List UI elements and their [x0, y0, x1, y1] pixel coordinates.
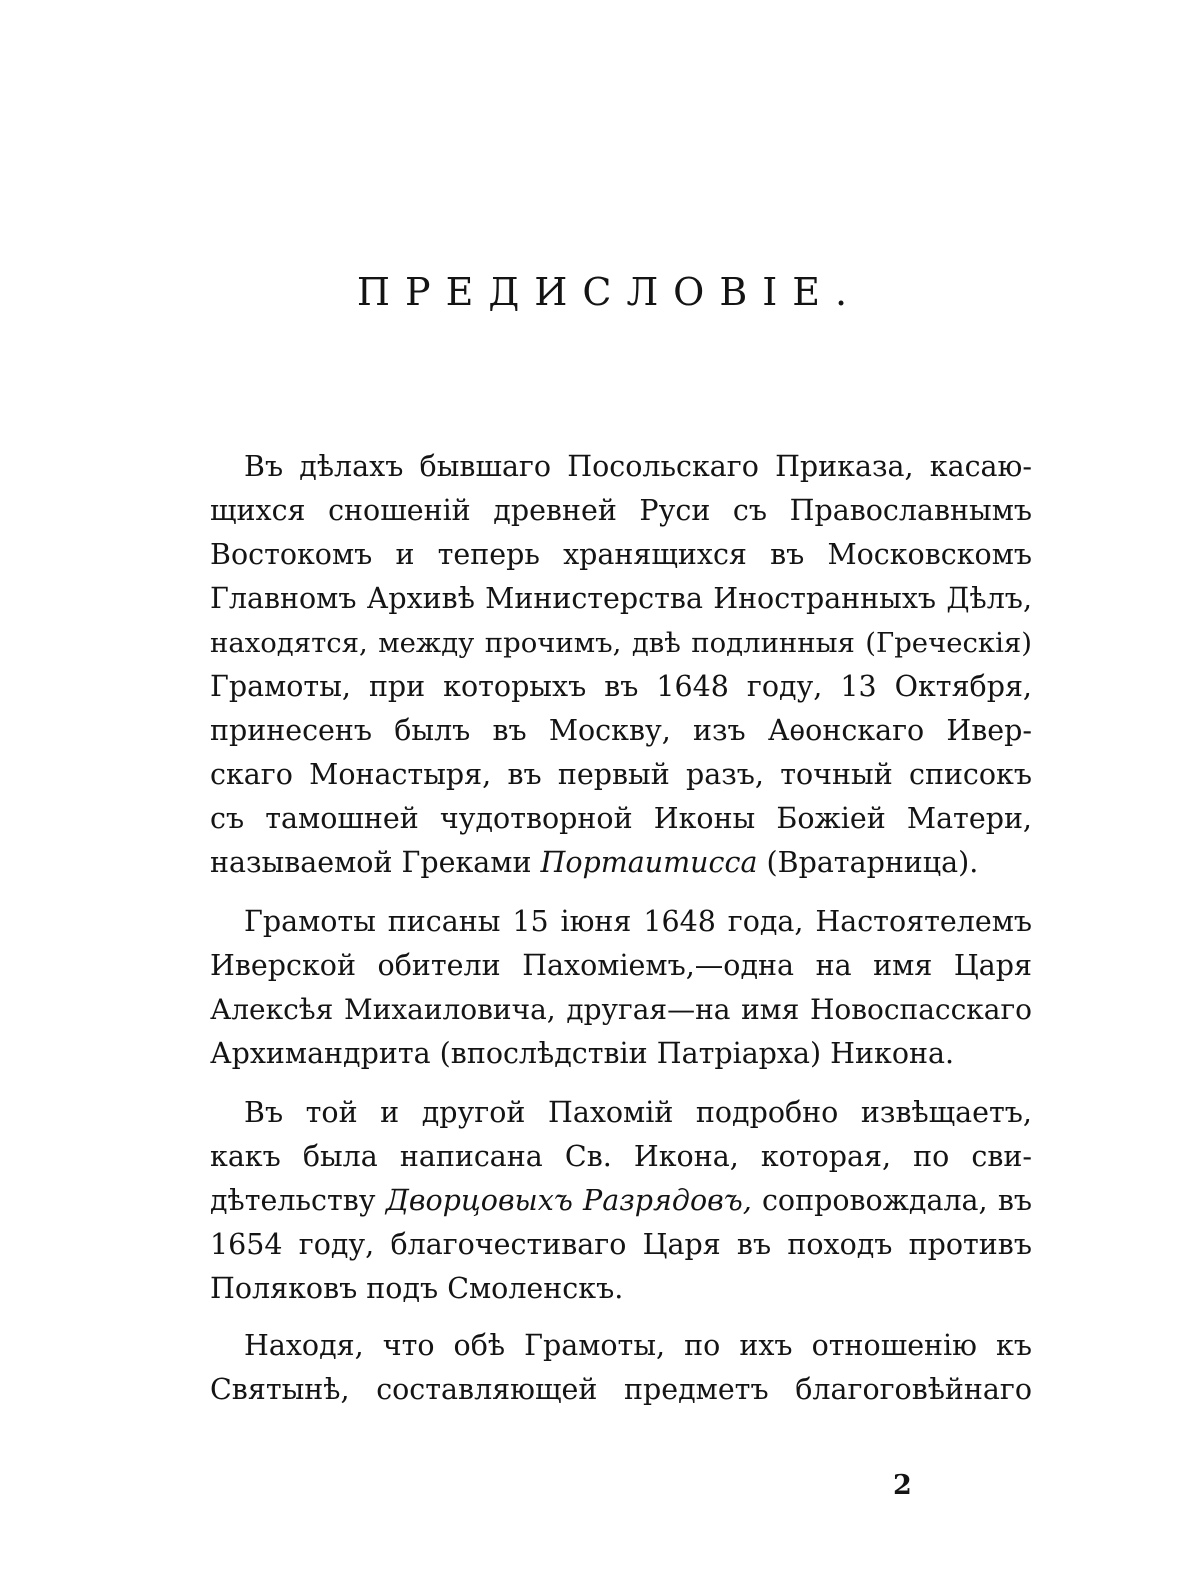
text-line: Иверской обители Пахоміемъ,—одна на имя Царя — [210, 949, 1032, 982]
text-line: Въ той и другой Пахомій подробно извѣщаетъ, — [244, 1096, 1032, 1129]
text-line: находятся, между прочимъ, двѣ подлинныя (Греческія) — [210, 627, 1032, 659]
text-line: Востокомъ и теперь хранящихся въ Московскомъ — [210, 538, 1032, 571]
text-line: Находя, что обѣ Грамоты, по ихъ отношенію къ — [244, 1329, 1032, 1362]
text-line: принесенъ былъ въ Москву, изъ Аѳонскаго Ивер- — [210, 714, 1032, 747]
text-line: Святынѣ, составляющей предметъ благоговѣйнаго — [210, 1373, 1032, 1406]
text-line: Грамоты, при которыхъ въ 1648 году, 13 Октября, — [210, 670, 1032, 703]
text-line: Архимандрита (впослѣдствіи Патріарха) Никона. — [210, 1037, 955, 1070]
text-line — [210, 841, 1032, 885]
text-span: называемой Греками — [210, 846, 541, 879]
text-line: скаго Монастыря, въ первый разъ, точный списокъ — [210, 758, 1032, 791]
page-number: 2 — [893, 1470, 912, 1501]
italic-term: Портаитисса — [540, 846, 758, 879]
text-line: 1654 году, благочестиваго Царя въ походъ противъ — [210, 1228, 1032, 1261]
text-line: Поляковъ подъ Смоленскъ. — [210, 1272, 624, 1305]
text-line: какъ была написана Св. Икона, которая, по сви- — [210, 1140, 1032, 1173]
text-line: Въ дѣлахъ бывшаго Посольскаго Приказа, касаю- — [244, 450, 1032, 483]
text-span: (Вратарница). — [757, 846, 979, 879]
text-line — [210, 1179, 1032, 1223]
text-line: Алексѣя Михаиловича, другая—на имя Новоспасскаго — [210, 993, 1032, 1026]
text-span: дѣтельству — [210, 1184, 386, 1217]
italic-term: Дворцовыхъ Разрядовъ, — [385, 1184, 752, 1217]
text-line: Главномъ Архивѣ Министерства Иностранныхъ Дѣлъ, — [210, 582, 1032, 615]
text-line: съ тамошней чудотворной Иконы Божіей Матери, — [210, 802, 1032, 835]
page-title: ПРЕДИСЛОВІЕ. — [356, 270, 863, 314]
text-span: сопровождала, въ — [751, 1184, 1033, 1217]
text-line: Грамоты писаны 15 іюня 1648 года, Настоятелемъ — [244, 905, 1032, 938]
text-line: щихся сношеній древней Руси съ Православнымъ — [210, 494, 1032, 527]
